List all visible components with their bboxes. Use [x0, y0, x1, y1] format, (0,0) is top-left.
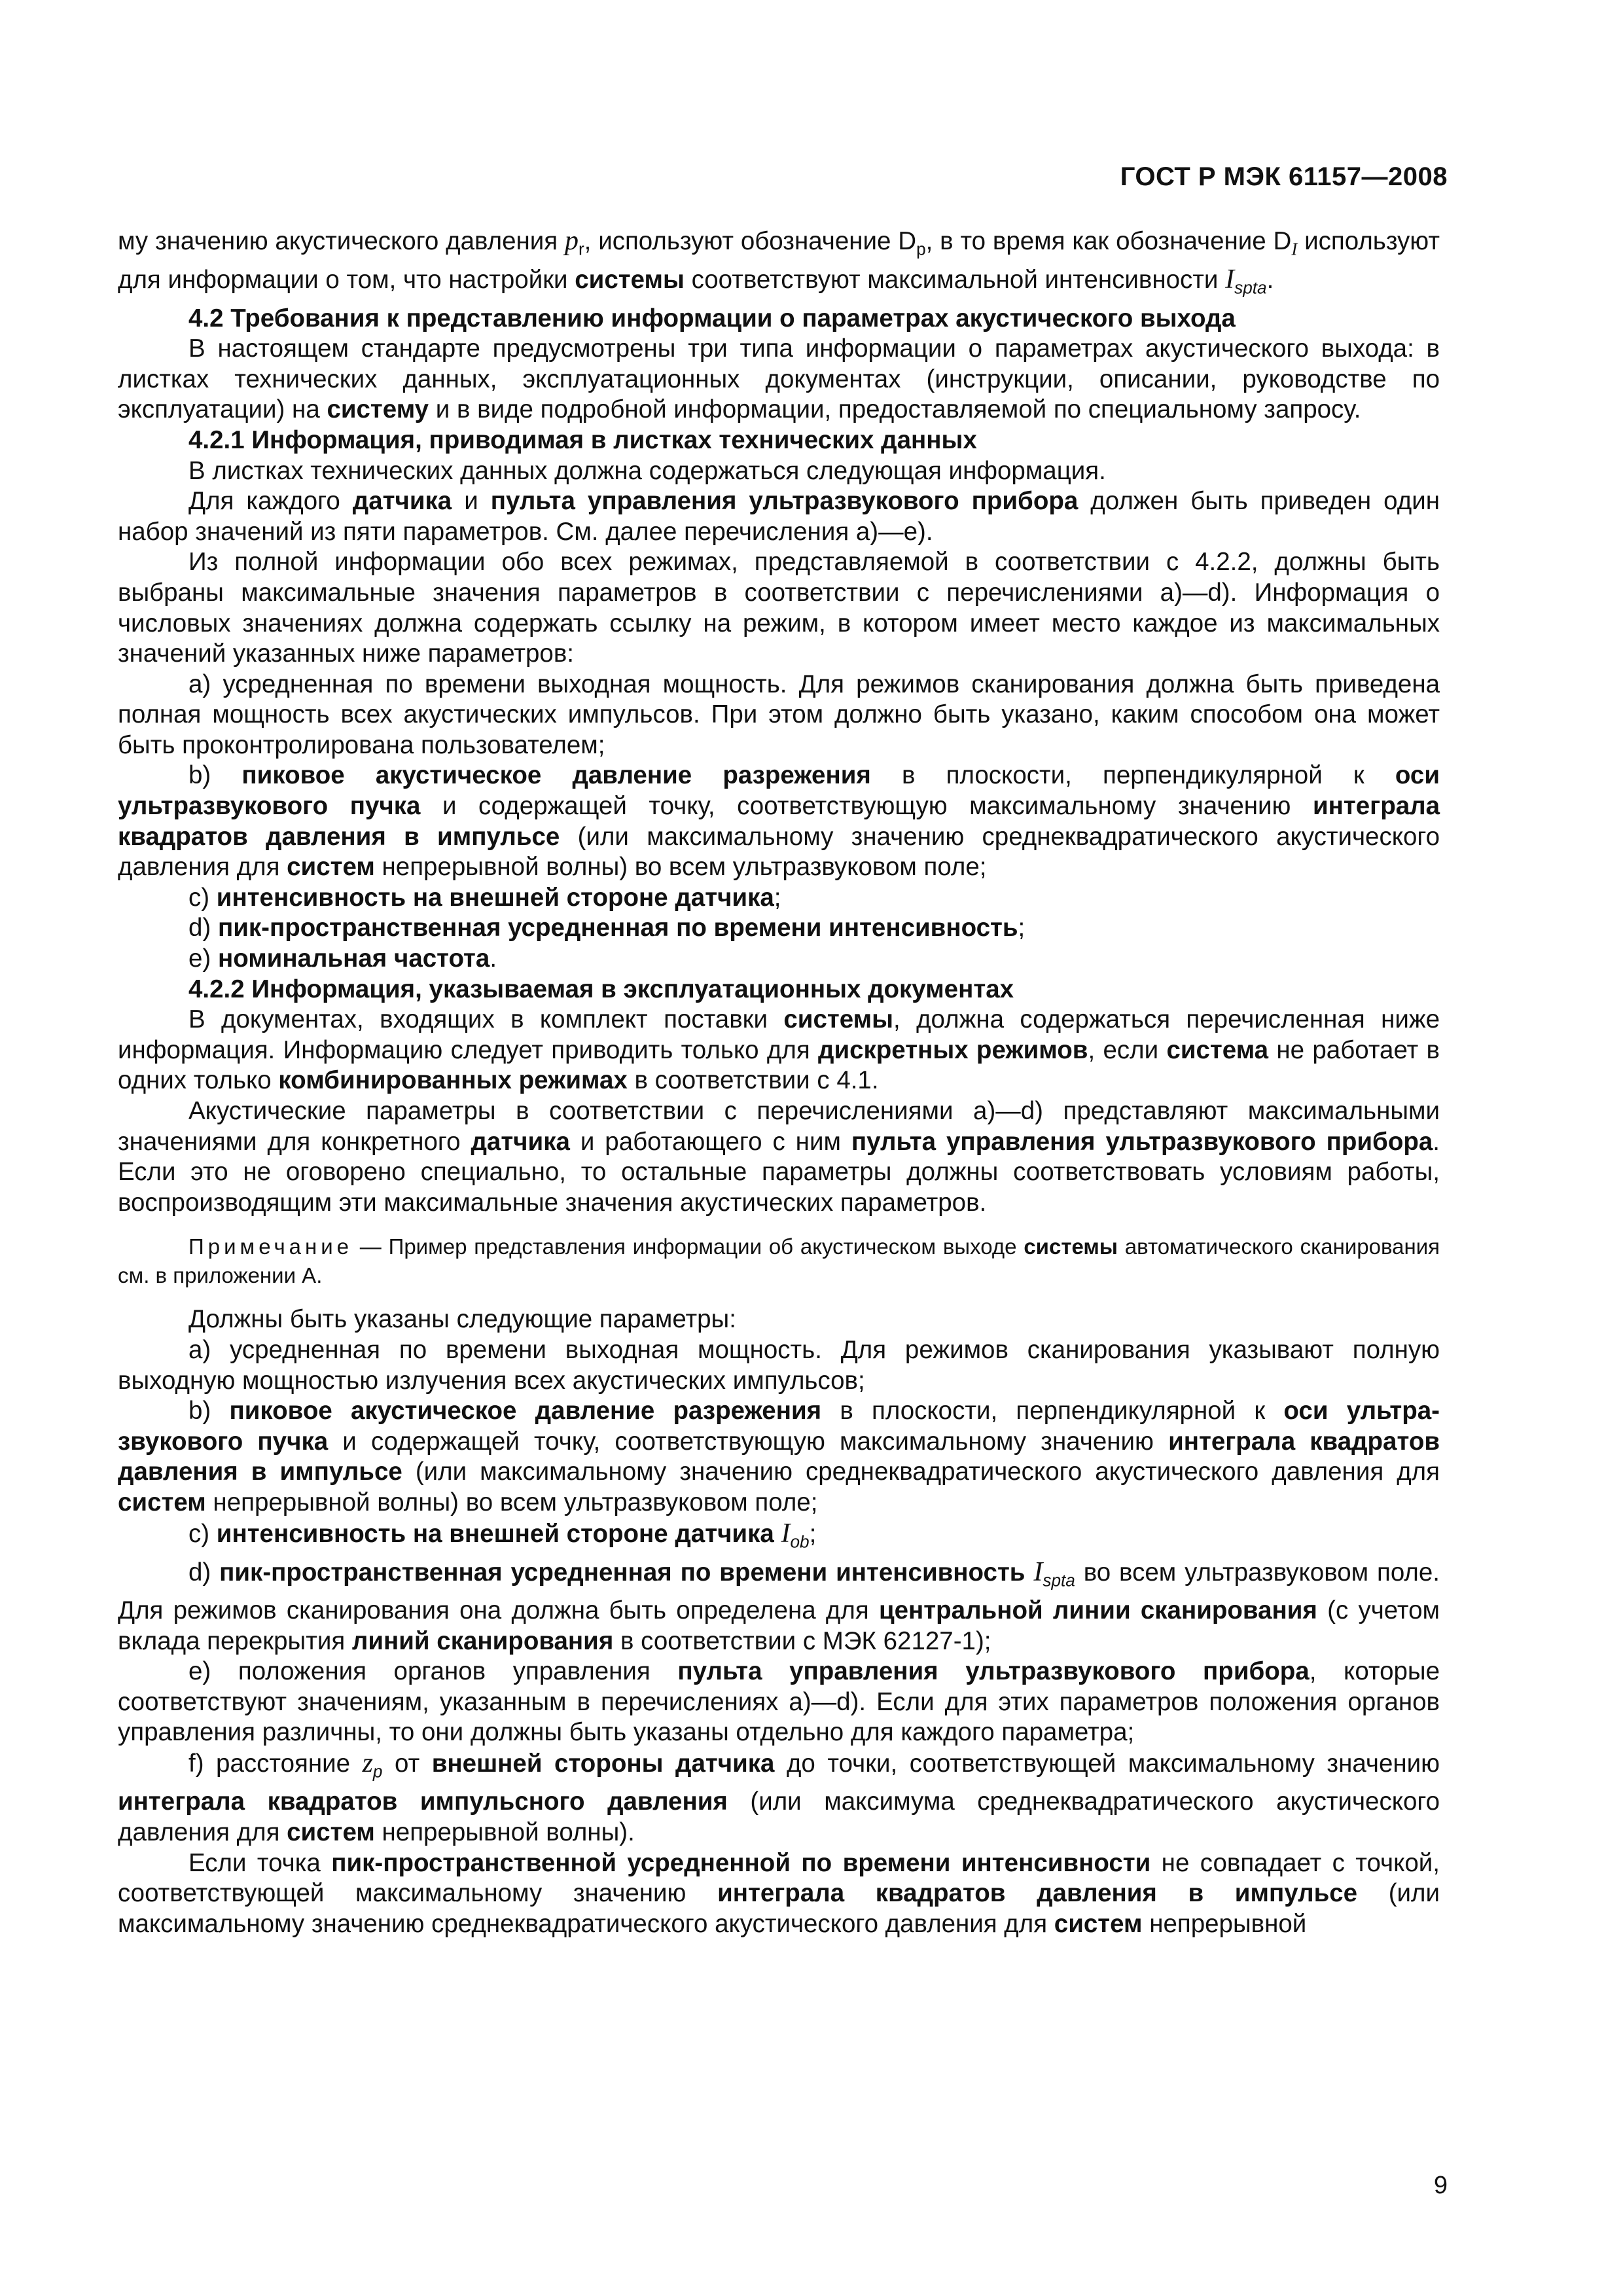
paragraph: В листках технических данных должна содержаться следующая информация. [188, 456, 1106, 485]
paragraph: Должны быть указаны следующие параметры: [188, 1305, 736, 1334]
list-item-c: с) интенсивность на внешней стороне датчика $I_{ob}$; [188, 1518, 817, 1552]
section-heading-4-2-1: 4.2.1 Информация, приводимая в листках технических данных [188, 425, 977, 454]
list-item-c: с) интенсивность на внешней стороне датчика; [188, 883, 781, 912]
list-item-b: b) пиковое акустическое давление разрежения в плоскости, перпендикулярной к оси ультразвукового пучка и содержащей точку, соответствующую максимальному значению интеграла квадратов давления в импульсе (или максимальному значению среднеквадратического акустического давления для систем непрерывной волны) во всем ультразвуковом поле; [118, 1397, 1440, 1516]
list-item-e: е) номинальная частота. [188, 944, 497, 973]
paragraph: Если точка пик-пространственной усредненной по времени интенсивности не совпадает с точкой, соответствующей максимальному значению интеграла квадратов давления в импульсе (или максимальному значению среднеквадратического акустического давления для систем непрерывной [118, 1848, 1440, 1938]
list-item-a: а) усредненная по времени выходная мощность. Для режимов сканирования указывают полную выходную мощностью излучения всех акустических импульсов; [118, 1335, 1440, 1395]
section-heading-4-2: 4.2 Требования к представлению информации о параметрах акустического выхода [188, 304, 1236, 332]
list-item-e: е) положения органов управления пульта управления ультразвукового прибора, которые соответствуют значениям, указанным в перечислениях а)—d). Если для этих параметров положения органов управления различны, то они должны быть указаны отдельно для каждого параметра; [118, 1657, 1440, 1747]
page-number: 9 [1433, 2172, 1448, 2199]
list-item-f: f) расстояние $z_p$ от внешней стороны датчика до точки, соответствующей максимальному значению интеграла квадратов импульсного давления (или максимума среднеквадратического акустического давления для систем непрерывной волны). [118, 1748, 1440, 1846]
list-item-a: а) усредненная по времени выходная мощность. Для режимов сканирования должна быть приведена полная мощность всех акустических импульсов. При этом должно быть указано, каким способом она может быть проконтролирована пользователем; [118, 670, 1440, 759]
intro-paragraph: му значению акустического давления $p_r$, используют обозначение $D_p$, в то время как обозначение $D_I$ используют для информации о том, что настройки системы соответствуют максимальной интенсивности $I_{spta}$. [118, 226, 1440, 298]
paragraph: Из полной информации обо всех режимах, представляемой в соответствии с 4.2.2, должны быть выбраны максимальные значения параметров в соответствии с перечислениями а)—d). Информация о числовых значениях должна содержать ссылку на режим, в котором имеет место каждое из максимальных значений указанных ниже параметров: [118, 548, 1440, 668]
note-label: Примечание [188, 1234, 353, 1259]
paragraph: В документах, входящих в комплект поставки системы, должна содержаться перечисленная ниже информация. Информацию следует приводить только для дискретных режимов, если система не работает в одних только комбинированных режимах в соответствии с 4.1. [118, 1005, 1440, 1095]
paragraph: Для каждого датчика и пульта управления ультразвукового прибора должен быть приведен один набор значений из пяти параметров. См. далее перечисления а)—е). [118, 487, 1440, 546]
paragraph: В настоящем стандарте предусмотрены три типа информации о параметрах акустического выхода: в листках технических данных, эксплуатационных документах (инструкции, описании, руководстве по эксплуатации) на систему и в виде подробной информации, предоставляемой по специальному запросу. [118, 334, 1440, 424]
list-item-d: d) пик-пространственная усредненная по времени интенсивность; [188, 914, 1026, 942]
note: Примечание — Пример представления информации об акустическом выходе системы автоматического сканирования см. в приложении А. [118, 1234, 1440, 1288]
paragraph: Акустические параметры в соответствии с перечислениями а)—d) представляют максимальными значениями для конкретного датчика и работающего с ним пульта управления ультразвукового прибора. Если это не оговорено специально, то остальные параметры должны соответствовать условиям работы, воспроизводящим эти максимальные значения акустических параметров. [118, 1097, 1440, 1217]
section-heading-4-2-2: 4.2.2 Информация, указываемая в эксплуатационных документах [188, 975, 1014, 1003]
list-item-b: b) пиковое акустическое давление разрежения в плоскости, перпендикулярной к оси ультразвукового пучка и содержащей точку, соответствующую максимальному значению интеграла квадратов давления в импульсе (или максимальному значению среднеквадратического акустического давления для систем непрерывной волны) во всем ультразвуковом поле; [118, 761, 1440, 882]
page-body [118, 226, 1440, 1939]
list-item-d: d) пик-пространственная усредненная по времени интенсивность $I_{spta}$ во всем ультразвуковом поле. Для режимов сканирования она должна быть определена для центральной линии сканирования (с учетом вклада перекрытия линий сканирования в соответствии с МЭК 62127-1); [118, 1556, 1440, 1655]
standard-designation: ГОСТ Р МЭК 61157—2008 [1120, 162, 1448, 191]
